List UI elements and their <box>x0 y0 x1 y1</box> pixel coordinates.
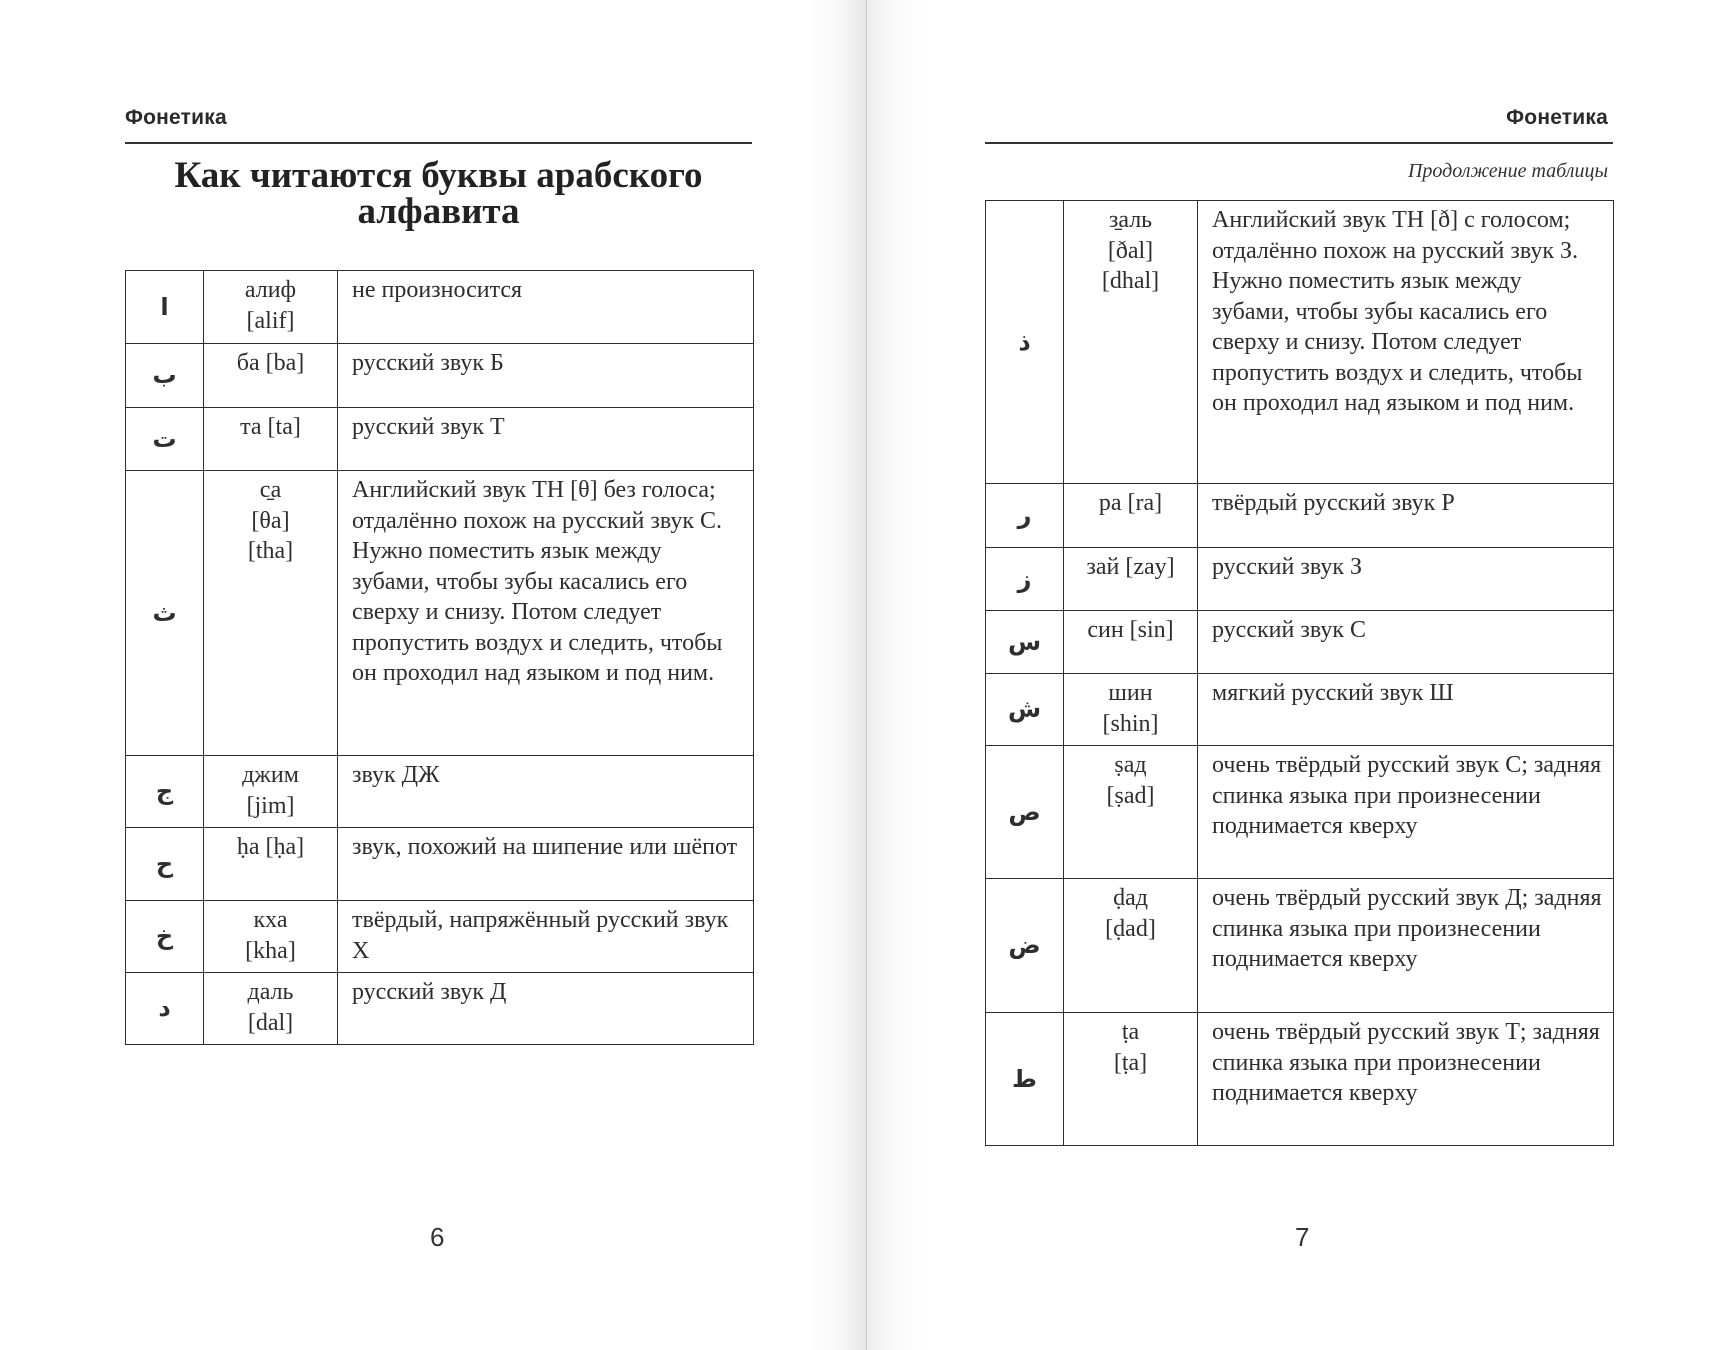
pronunciation-description: очень твёрдый русский звук С; задняя спинка языка при произнесении поднимается кверху <box>1198 746 1614 879</box>
table-row <box>126 344 754 408</box>
letter-name-line: алиф <box>244 277 297 303</box>
table-row <box>126 828 754 901</box>
arabic-letter: ز <box>986 548 1064 611</box>
pronunciation-description: русский звук Т <box>338 408 754 471</box>
table-row <box>126 408 754 471</box>
arabic-letter: ذ <box>986 201 1064 484</box>
pronunciation-description: очень твёрдый русский звук Д; задняя спинка языка при произнесении поднимается кверху <box>1198 879 1614 1013</box>
letter-name-line: [ṭa] <box>1113 1049 1148 1076</box>
table-row <box>126 271 754 344</box>
letter-name-line: даль <box>247 979 294 1005</box>
arabic-letter: ش <box>986 674 1064 746</box>
pronunciation-description: твёрдый русский звук Р <box>1198 484 1614 548</box>
table-row <box>986 201 1614 484</box>
letter-name <box>1064 611 1198 674</box>
letter-name <box>1064 1013 1198 1146</box>
pronunciation-description: русский звук З <box>1198 548 1614 611</box>
letter-name-line: [kha] <box>245 937 296 964</box>
alphabet-table-left <box>125 270 754 1045</box>
letter-name <box>204 973 338 1045</box>
letter-name-line: [tha] <box>247 538 294 564</box>
pronunciation-description: русский звук Д <box>338 973 754 1045</box>
arabic-letter: ت <box>126 408 204 471</box>
letter-name-line: [ðal] <box>1107 237 1154 264</box>
arabic-letter: ض <box>986 879 1064 1013</box>
letter-name <box>204 471 338 756</box>
letter-name-line: с̱а <box>259 477 282 503</box>
table-row <box>126 756 754 828</box>
header-rule-left <box>125 142 752 144</box>
letter-name-line: ḍад <box>1113 885 1148 911</box>
letter-name-line: ḥa [ḥa] <box>236 834 305 860</box>
arabic-letter: س <box>986 611 1064 674</box>
letter-name-line: ṭа <box>1121 1019 1140 1045</box>
table-row <box>986 611 1614 674</box>
letter-name-line: ра [ra] <box>1098 490 1163 516</box>
pronunciation-description: Английский звук TH [ð] с голосом; отдалённо похож на русский звук З. Нужно поместить язык между зубами, чтобы зубы касались его сверху и снизу. Потом следует пропустить воздух и следить, чтобы он проходил над языком и под ним. <box>1198 201 1614 484</box>
letter-name-line: син [sin] <box>1087 617 1174 643</box>
pronunciation-description: звук, похожий на шипение или шёпот <box>338 828 754 901</box>
letter-name <box>1064 674 1198 746</box>
arabic-letter: ح <box>126 828 204 901</box>
table-row <box>986 674 1614 746</box>
letter-name <box>204 271 338 344</box>
running-head-right: Фонетика <box>1506 106 1608 129</box>
letter-name-line: [ṣad] <box>1106 782 1155 809</box>
pronunciation-description: звук ДЖ <box>338 756 754 828</box>
letter-name <box>204 901 338 973</box>
letter-name <box>204 344 338 408</box>
letter-name <box>204 828 338 901</box>
arabic-letter: ص <box>986 746 1064 879</box>
arabic-letter: خ <box>126 901 204 973</box>
table-row <box>126 901 754 973</box>
gutter-shadow-right <box>867 0 927 1350</box>
letter-name-line: ба [ba] <box>236 350 305 376</box>
arabic-letter: ا <box>126 271 204 344</box>
arabic-letter: ج <box>126 756 204 828</box>
alphabet-table-right <box>985 200 1614 1146</box>
letter-name-line: [dal] <box>247 1009 294 1036</box>
letter-name-line: джим <box>242 762 299 788</box>
letter-name-line: [shin] <box>1102 710 1159 737</box>
page-number-right: 7 <box>1295 1222 1310 1252</box>
letter-name-line: [dhal] <box>1101 268 1160 294</box>
arabic-letter: د <box>126 973 204 1045</box>
letter-name <box>1064 746 1198 879</box>
letter-name <box>1064 548 1198 611</box>
pronunciation-description: мягкий русский звук Ш <box>1198 674 1614 746</box>
pronunciation-description: Английский звук TH [θ] без голоса; отдалённо похож на русский звук С. Нужно поместить язык между зубами, чтобы зубы касались его сверху и снизу. Потом следует пропустить воздух и следить, чтобы он проходил над языком и под ним. <box>338 471 754 756</box>
arabic-letter: ط <box>986 1013 1064 1146</box>
letter-name-line: шин <box>1108 680 1153 706</box>
letter-name-line: та [ta] <box>240 414 301 440</box>
table-row <box>986 548 1614 611</box>
pronunciation-description: очень твёрдый русский звук Т; задняя спинка языка при произнесении поднимается кверху <box>1198 1013 1614 1146</box>
table-continuation-label: Продолжение таблицы <box>1407 160 1608 182</box>
page-number-left: 6 <box>430 1222 445 1252</box>
letter-name <box>1064 484 1198 548</box>
table-row <box>986 1013 1614 1146</box>
letter-name-line: з̱аль <box>1108 207 1153 233</box>
letter-name-line: [θa] <box>251 507 290 534</box>
pronunciation-description: не произносится <box>338 271 754 344</box>
pronunciation-description: твёрдый, напряжённый русский звук Х <box>338 901 754 973</box>
table-row <box>126 973 754 1045</box>
letter-name <box>1064 879 1198 1013</box>
header-rule-right <box>985 142 1613 144</box>
gutter-shadow-left <box>807 0 867 1350</box>
arabic-letter: ر <box>986 484 1064 548</box>
pronunciation-description: русский звук С <box>1198 611 1614 674</box>
arabic-letter: ث <box>126 471 204 756</box>
letter-name-line: зай [zay] <box>1086 554 1175 580</box>
letter-name-line: [alif] <box>246 307 295 334</box>
running-head-left: Фонетика <box>125 106 227 129</box>
table-row <box>986 484 1614 548</box>
right-page <box>867 0 1729 1350</box>
arabic-letter: ب <box>126 344 204 408</box>
letter-name-line: [jim] <box>246 792 295 819</box>
chapter-title: Как читаются буквы арабского алфавита <box>174 155 703 232</box>
table-row <box>986 879 1614 1013</box>
letter-name-line: [ḍad] <box>1105 915 1156 942</box>
letter-name <box>204 408 338 471</box>
letter-name-line: кха <box>253 907 288 933</box>
letter-name-line: ṣад <box>1114 752 1147 778</box>
table-row <box>126 471 754 756</box>
letter-name <box>1064 201 1198 484</box>
table-row <box>986 746 1614 879</box>
letter-name <box>204 756 338 828</box>
pronunciation-description: русский звук Б <box>338 344 754 408</box>
